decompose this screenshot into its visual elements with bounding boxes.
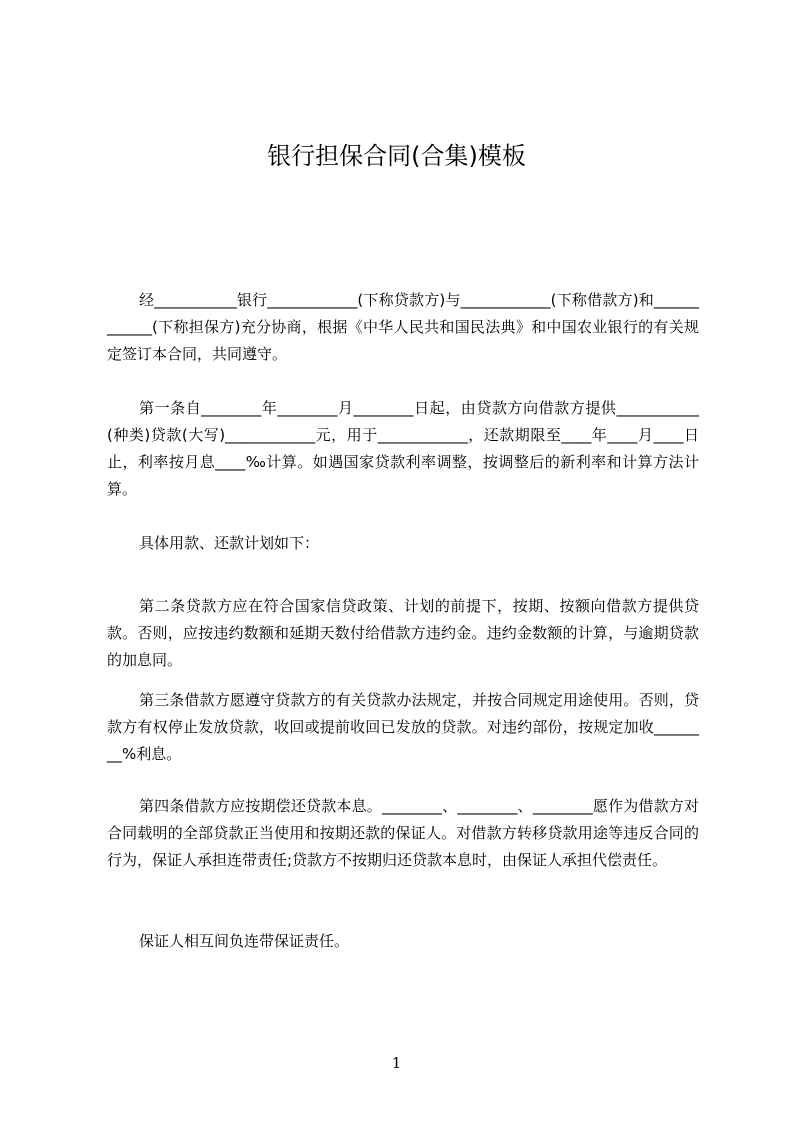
document-title: 银行担保合同(合集)模板 — [267, 142, 526, 170]
paragraph-article-1: 第一条自________年________月________日起，由贷款方向借款方提供___________(种类)贷款(大写)____________元，用于____________，还款期限至____年____月____日止，利率按月息____‰计算。如遇国家贷款利率调整，按调整后的新利率和计算方法计算。 — [107, 399, 699, 498]
page-number: 1 — [391, 1054, 402, 1072]
paragraph-article-4: 第四条借款方应按期偿还贷款本息。________、________、________愿作为借款方对合同载明的全部贷款正当使用和按期还款的保证人。对借款方转移贷款用途等违反合同的行为，保证人承担连带责任;贷款方不按期归还贷款本息时，由保证人承担代偿责任。 — [107, 797, 699, 869]
paragraph-preamble: 经___________银行____________(下称贷款方)与____________(下称借款方)和____________(下称担保方)充分协商，根据《中华人民共和国民法典》和中国农业银行的有关规定签订本合同，共同遵守。 — [107, 291, 699, 363]
paragraph-article-3: 第三条借款方愿遵守贷款方的有关贷款办法规定，并按合同规定用途使用。否则，贷款方有权停止发放贷款，收回或提前收回已发放的贷款。对违约部份，按规定加收________%利息。 — [107, 691, 699, 763]
paragraph-article-2: 第二条贷款方应在符合国家信贷政策、计划的前提下，按期、按额向借款方提供贷款。否则，应按违约数额和延期天数付给借款方违约金。违约金数额的计算，与逾期贷款的加息同。 — [107, 597, 699, 669]
paragraph-joint-liability: 保证人相互间负连带保证责任。 — [139, 932, 350, 950]
paragraph-repayment-plan: 具体用款、还款计划如下： — [139, 534, 320, 552]
